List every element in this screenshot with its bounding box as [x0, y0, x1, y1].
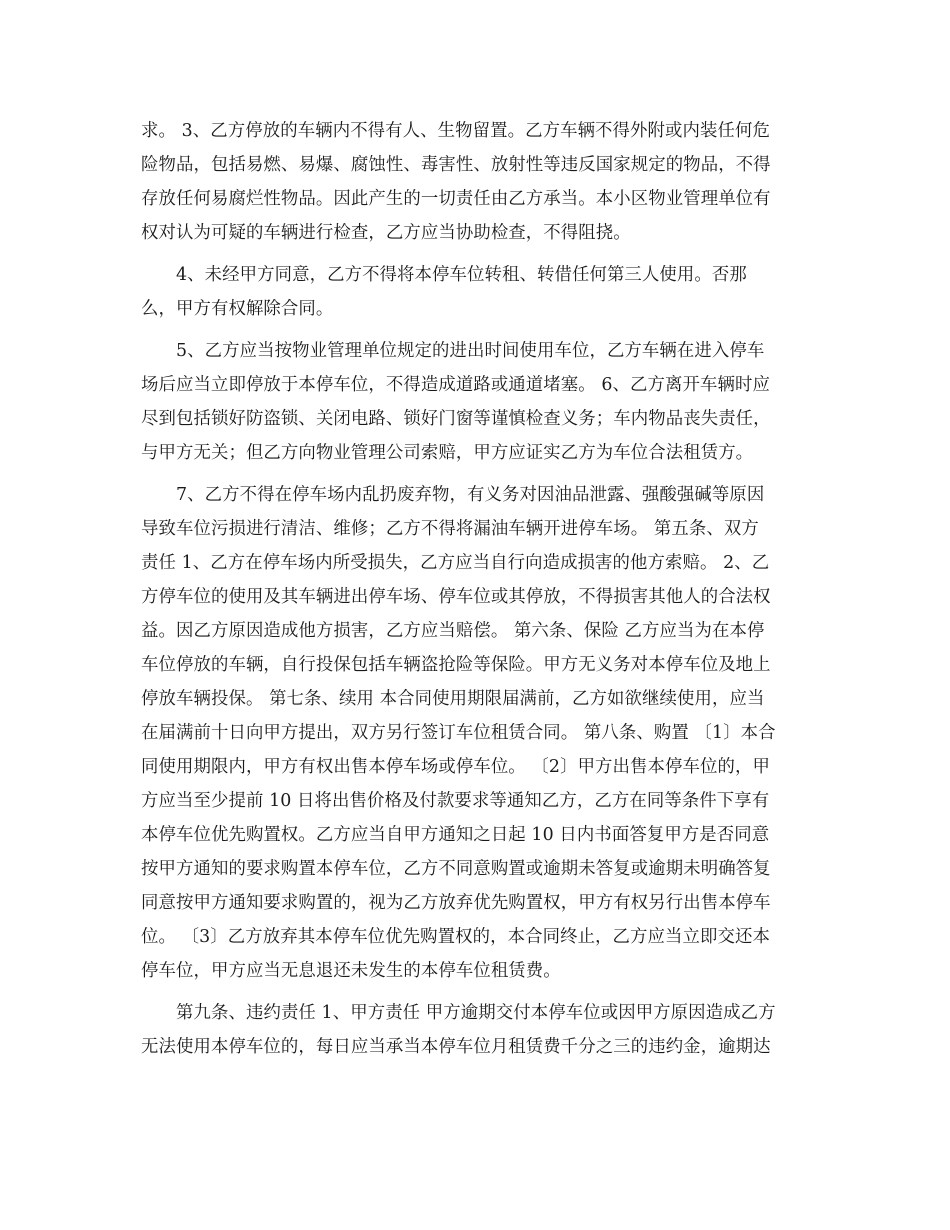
text-line: 权对认为可疑的车辆进行检查，乙方应当协助检查，不得阻挠。 [141, 223, 631, 243]
text-line: 停车位，甲方应当无息退还未发生的本停车位租赁费。 [141, 961, 561, 981]
text-line: 方应当至少提前 10 日将出售价格及付款要求等通知乙方，乙方在同等条件下享有 [141, 791, 770, 811]
text-line: 导致车位污损进行清洁、维修；乙方不得将漏油车辆开进停车场。 第五条、双方 [141, 519, 759, 539]
text-line: 存放任何易腐烂性物品。因此产生的一切责任由乙方承当。本小区物业管理单位有 [141, 189, 771, 209]
text-line: 按甲方通知的要求购置本停车位，乙方不同意购置或逾期未答复或逾期未明确答复 [141, 859, 771, 879]
text-line: 方停车位的使用及其车辆进出停车场、停车位或其停放，不得损害其他人的合法权 [141, 587, 771, 607]
text-line: 险物品，包括易燃、易爆、腐蚀性、毒害性、放射性等违反国家规定的物品，不得 [141, 155, 771, 175]
text-line: 场后应当立即停放于本停车位，不得造成道路或通道堵塞。 6、乙方离开车辆时应 [141, 375, 770, 395]
text-line: 在届满前十日向甲方提出，双方另行签订车位租赁合同。 第八条、购置 〔1〕本合 [141, 723, 776, 743]
paragraph-start-line: 5、乙方应当按物业管理单位规定的进出时间使用车位，乙方车辆在进入停车 [176, 341, 765, 361]
text-line: 么，甲方有权解除合同。 [141, 299, 334, 319]
text-line: 车位停放的车辆，自行投保包括车辆盗抢险等保险。甲方无义务对本停车位及地上 [141, 655, 771, 675]
text-line: 责任 1、乙方在停车场内所受损失，乙方应当自行向造成损害的他方索赔。 2、乙 [141, 553, 770, 573]
text-line: 停放车辆投保。 第七条、续用 本合同使用期限届满前，乙方如欲继续使用，应当 [141, 689, 765, 709]
text-line: 益。因乙方原因造成他方损害，乙方应当赔偿。 第六条、保险 乙方应当为在本停 [141, 621, 765, 641]
text-line: 本停车位优先购置权。乙方应当自甲方通知之日起 10 日内书面答复甲方是否同意 [141, 825, 770, 845]
text-line: 无法使用本停车位的，每日应当承当本停车位月租赁费千分之三的违约金，逾期达 [141, 1037, 771, 1057]
paragraph-start-line: 7、乙方不得在停车场内乱扔废弃物，有义务对因油品泄露、强酸强碱等原因 [176, 485, 765, 505]
text-line: 尽到包括锁好防盗锁、关闭电路、锁好门窗等谨慎检查义务；车内物品丧失责任， [141, 409, 771, 429]
text-line: 求。 3、乙方停放的车辆内不得有人、生物留置。乙方车辆不得外附或内装任何危 [141, 121, 770, 141]
text-line: 位。 〔3〕乙方放弃其本停车位优先购置权的，本合同终止，乙方应当立即交还本 [141, 927, 770, 947]
text-line: 同意按甲方通知要求购置的，视为乙方放弃优先购置权，甲方有权另行出售本停车 [141, 893, 771, 913]
paragraph-start-line: 4、未经甲方同意，乙方不得将本停车位转租、转借任何第三人使用。否那 [176, 265, 747, 285]
text-line: 与甲方无关；但乙方向物业管理公司索赔，甲方应证实乙方为车位合法租赁方。 [141, 443, 754, 463]
paragraph-start-line: 第九条、违约责任 1、甲方责任 甲方逾期交付本停车位或因甲方原因造成乙方 [176, 1003, 776, 1023]
text-line: 同使用期限内，甲方有权出售本停车场或停车位。 〔2〕甲方出售本停车位的，甲 [141, 757, 770, 777]
